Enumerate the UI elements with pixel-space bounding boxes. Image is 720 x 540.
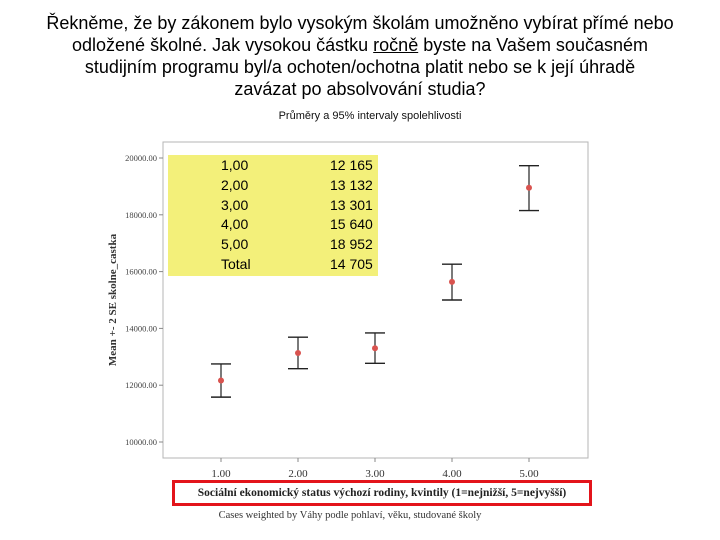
x-tick-label: 4.00 <box>442 468 462 480</box>
table-cell-group: 1,00 <box>221 157 249 173</box>
table-cell-group: 4,00 <box>221 216 249 233</box>
table-row <box>168 216 378 236</box>
title-underlined-word: ročně <box>373 35 419 55</box>
table-cell-mean: 18 952 <box>330 236 373 253</box>
x-tick-label: 5.00 <box>519 468 539 480</box>
title-line-4: zavázat po absolvování studia? <box>234 79 486 99</box>
table-row <box>168 256 378 276</box>
y-tick-label: 12000.00 <box>125 380 157 391</box>
table-cell-group: Total <box>221 256 251 272</box>
table-cell-group: 2,00 <box>221 176 249 193</box>
table-row <box>168 157 378 177</box>
mean-point <box>449 279 455 285</box>
table-row <box>168 197 378 217</box>
table-cell-mean: 14 705 <box>330 256 373 272</box>
y-tick-label: 10000.00 <box>125 437 157 447</box>
y-tick-label: 14000.00 <box>125 323 157 334</box>
chart-subtitle: Průměry a 95% intervaly spolehlivosti <box>278 110 462 122</box>
mean-point <box>372 345 378 351</box>
table-cell-group: 3,00 <box>221 196 249 213</box>
y-tick-label: 18000.00 <box>125 209 157 220</box>
mean-point <box>526 185 532 191</box>
y-axis-label: Mean +- 2 SE skolne_castka <box>107 233 119 367</box>
x-axis-label: Sociální ekonomický status výchozí rodiny, kvintily (1=nejnižší, 5=nejvyšší) <box>172 480 592 506</box>
x-tick-label: 2.00 <box>288 468 308 480</box>
title-line-3: studijním programu byl/a ochoten/ochotna platit nebo se k její úhradě <box>84 57 636 77</box>
title-line-2a: odložené školné. Jak vysokou částku <box>72 35 374 55</box>
x-tick-label: 1.00 <box>211 468 231 480</box>
table-cell-mean: 15 640 <box>330 216 373 233</box>
table-row <box>168 177 378 197</box>
mean-point <box>218 378 224 384</box>
table-cell-mean: 13 301 <box>330 196 373 213</box>
y-tick-label: 20000.00 <box>125 153 157 163</box>
weighting-footnote: Cases weighted by Váhy podle pohlaví, věku, studované školy <box>218 510 482 521</box>
y-tick-label: 16000.00 <box>125 266 157 277</box>
table-cell-mean: 12 165 <box>330 157 373 173</box>
means-table <box>168 155 378 276</box>
mean-point <box>295 350 301 356</box>
table-cell-mean: 13 132 <box>330 176 373 193</box>
title-line-2b: byste na Vašem současném <box>418 35 648 55</box>
title-line-1: Řekněme, že by zákonem bylo vysokým školám umožněno vybírat přímé nebo <box>46 13 674 33</box>
x-tick-label: 3.00 <box>365 468 385 480</box>
table-row <box>168 236 378 256</box>
table-cell-group: 5,00 <box>221 236 249 253</box>
